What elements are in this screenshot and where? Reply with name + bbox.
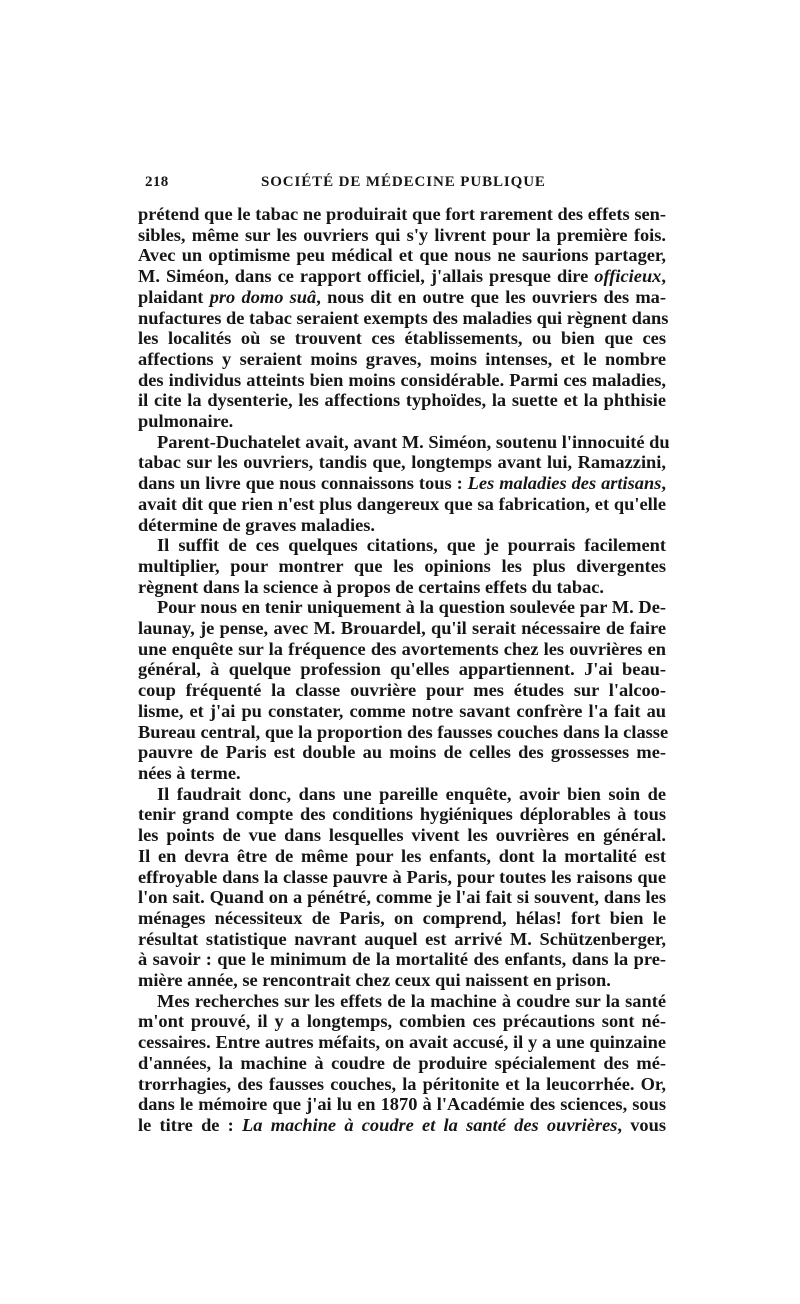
text-line: tabac sur les ouvriers, tandis que, longtemps avant lui, Ramazzini, xyxy=(138,452,666,473)
text-line: effroyable dans la classe pauvre à Paris, pour toutes les raisons que xyxy=(138,866,666,887)
text-line: les localités où se trouvent ces établissements, ou bien que ces xyxy=(138,328,666,349)
text-line: prétend que le tabac ne produirait que fort rarement des effets sen- xyxy=(138,204,666,224)
text-line: nufactures de tabac seraient exempts des maladies qui règnent dans xyxy=(138,307,669,328)
text-line: mière année, se rencontrait chez ceux qui naissent en prison. xyxy=(138,970,611,991)
italic-phrase: pro domo suâ xyxy=(209,286,317,307)
text-line: il cite la dysenterie, les affections typhoïdes, la suette et la phthisie xyxy=(138,390,666,411)
page-header xyxy=(145,174,665,198)
italic-phrase: La machine à coudre et la santé des ouvrières xyxy=(242,1114,618,1135)
text-line: Avec un optimisme peu médical et que nous ne saurions partager, xyxy=(138,245,666,266)
text-line: pulmonaire. xyxy=(138,411,234,432)
text-line: Bureau central, que la proportion des fausses couches dans la classe xyxy=(138,721,669,742)
paragraph xyxy=(138,204,669,432)
text-line: des individus atteints bien moins considérable. Parmi ces maladies, xyxy=(138,369,666,390)
text-line: une enquête sur la fréquence des avortements chez les ouvrières en xyxy=(138,638,666,659)
text-line: Parent-Duchatelet avait, avant M. Siméon, soutenu l'innocuité du xyxy=(157,431,670,452)
text-line: Pour nous en tenir uniquement à la question soulevée par M. De- xyxy=(157,597,666,618)
text-line: lisme, et j'ai pu constater, comme notre savant confrère l'a fait au xyxy=(138,700,666,721)
text-line: d'années, la machine à coudre de produire spécialement des mé- xyxy=(138,1052,666,1073)
text-line: trorrhagies, des fausses couches, la péritonite et la leucorrhée. Or, xyxy=(138,1073,666,1094)
text-line: multiplier, pour montrer que les opinions les plus divergentes xyxy=(138,555,666,576)
paragraph xyxy=(138,991,666,1136)
page-number: 218 xyxy=(145,174,169,190)
italic-phrase: Les maladies des artisans xyxy=(467,473,662,494)
text-line: sibles, même sur les ouvriers qui s'y livrent pour la première fois. xyxy=(138,224,666,245)
text-line: launay, je pense, avec M. Brouardel, qu'il serait nécessaire de faire xyxy=(138,618,666,639)
text-line: coup fréquenté la classe ouvrière pour mes études sur l'alcoo- xyxy=(138,680,666,701)
text-line: nées à terme. xyxy=(138,762,241,783)
text-line: général, à quelque profession qu'elles appartiennent. J'ai beau- xyxy=(138,659,666,680)
text-line: les points de vue dans lesquelles vivent les ouvrières en général. xyxy=(138,825,666,846)
text-line: règnent dans la science à propos de certains effets du tabac. xyxy=(138,576,605,597)
text-line: avait dit que rien n'est plus dangereux que sa fabrication, et qu'elle xyxy=(138,493,666,514)
paragraph xyxy=(138,597,669,783)
running-title: SOCIÉTÉ DE MÉDECINE PUBLIQUE xyxy=(261,174,546,190)
paragraph xyxy=(138,784,666,991)
text-line: ménages nécessiteux de Paris, on comprend, hélas! fort bien le xyxy=(138,907,666,928)
body-text xyxy=(138,204,670,1136)
text-line: détermine de graves maladies. xyxy=(138,514,375,535)
text-line: l'on sait. Quand on a pénétré, comme je l'ai fait si souvent, dans les xyxy=(138,887,666,908)
text-line: cessaires. Entre autres méfaits, on avait accusé, il y a une quinzaine xyxy=(138,1032,666,1053)
text-line: Mes recherches sur les effets de la machine à coudre sur la santé xyxy=(157,990,666,1011)
text-line: pauvre de Paris est double au moins de celles des grossesses me- xyxy=(138,742,666,763)
text-line: dans le mémoire que j'ai lu en 1870 à l'Académie des sciences, sous xyxy=(138,1094,666,1115)
paragraph xyxy=(138,431,670,536)
text-line: à savoir : que le minimum de la mortalité des enfants, dans la pre- xyxy=(138,949,666,970)
text-line: M. Siméon, dans ce rapport officiel, j'allais presque dire officieux, xyxy=(138,266,666,287)
paragraph xyxy=(138,535,666,597)
text-line: m'ont prouvé, il y a longtemps, combien ces précautions sont né- xyxy=(138,1011,666,1032)
text-line: Il suffit de ces quelques citations, que je pourrais facilement xyxy=(157,535,666,556)
text-line: le titre de : La machine à coudre et la santé des ouvrières, vous xyxy=(138,1114,666,1135)
text-line: affections y seraient moins graves, moins intenses, et le nombre xyxy=(138,348,666,369)
text-line: tenir grand compte des conditions hygiéniques déplorables à tous xyxy=(138,804,666,825)
text-line: dans un livre que nous connaissons tous : Les maladies des artisans, xyxy=(138,473,666,494)
text-line: Il en devra être de même pour les enfants, dont la mortalité est xyxy=(138,845,666,866)
italic-phrase: officieux xyxy=(594,266,662,287)
text-line: plaidant pro domo suâ, nous dit en outre que les ouvriers des ma- xyxy=(138,286,666,307)
text-line: Il faudrait donc, dans une pareille enquête, avoir bien soin de xyxy=(157,783,666,804)
text-line: résultat statistique navrant auquel est arrivé M. Schützenberger, xyxy=(138,928,666,949)
